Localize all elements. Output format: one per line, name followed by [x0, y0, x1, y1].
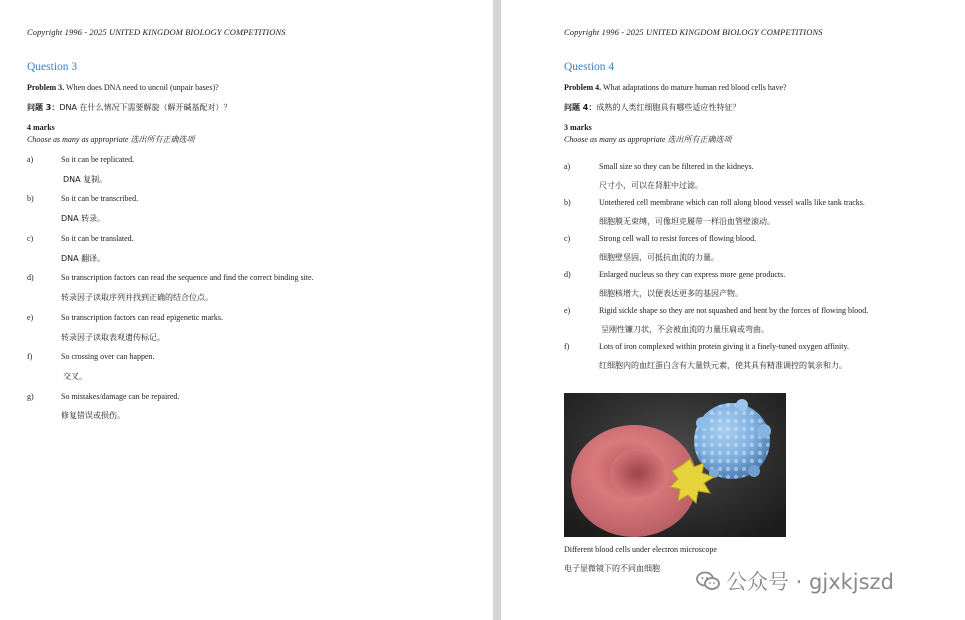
copyright-line: Copyright 1996 - 2025 UNITED KINGDOM BIOLOGY COMPETITIONS — [564, 27, 823, 37]
option-text-cn: DNA 转录。 — [61, 214, 106, 223]
choose-cn: 选出所有正确选项 — [130, 135, 195, 144]
watermark-text: 公众号 · gjxkjszd — [726, 570, 894, 594]
option-text-cn: 转录因子读取表观遗传标记。 — [61, 333, 165, 342]
option-text: So it can be translated. — [61, 234, 134, 243]
option-text: Strong cell wall to resist forces of flowing blood. — [599, 234, 757, 243]
option-text: So transcription factors can read epigenetic marks. — [61, 313, 223, 322]
choose-en: Choose as many as appropriate — [564, 135, 666, 144]
problem-label: Problem 4. — [564, 83, 602, 92]
problem-text: When does DNA need to uncoil (unpair bases)? — [66, 83, 219, 92]
option-text-cn: 细胞膜无束缚，可像坦克履带一样沿血管壁滚动。 — [599, 217, 775, 226]
question-title: Question 3 — [27, 61, 78, 73]
problem-statement — [27, 83, 219, 92]
option-letter: e) — [564, 306, 571, 315]
option-text-cn: DNA 复制。 — [63, 175, 108, 184]
option-letter: c) — [564, 234, 571, 243]
option-letter: a) — [27, 155, 34, 164]
problem-label: Problem 3. — [27, 83, 65, 92]
option-text: So mistakes/damage can be repaired. — [61, 392, 180, 401]
blood-cells-micrograph — [564, 393, 786, 537]
option-text-cn: DNA 翻译。 — [61, 254, 106, 263]
option-text: So transcription factors can read the sequence and find the correct binding site. — [61, 273, 314, 282]
wechat-watermark — [696, 566, 894, 596]
option-letter: d) — [27, 273, 34, 282]
option-letter: b) — [27, 194, 34, 203]
option-letter: g) — [27, 392, 34, 401]
option-text-cn: 红细胞内的血红蛋白含有大量铁元素，使其具有精准调控的氧亲和力。 — [599, 361, 847, 370]
option-text: Small size so they can be filtered in the kidneys. — [599, 162, 754, 171]
option-letter: d) — [564, 270, 571, 279]
problem-cn-text: 成熟的人类红细胞具有哪些适应性特征？ — [596, 103, 741, 112]
option-letter: f) — [564, 342, 570, 351]
option-text-cn: 修复错误或损伤。 — [61, 411, 125, 420]
option-text: Rigid sickle shape so they are not squashed and bent by the forces of flowing blood. — [599, 306, 869, 315]
problem-statement-cn — [27, 102, 232, 113]
option-text-cn: 细胞壁坚固，可抵抗血流的力量。 — [599, 253, 719, 262]
right-page — [501, 0, 965, 620]
marks-label: 4 marks — [27, 123, 55, 132]
option-letter: f) — [27, 352, 33, 361]
option-text: So it can be transcribed. — [61, 194, 139, 203]
figure-caption: Different blood cells under electron microscope — [564, 545, 717, 554]
wechat-icon — [696, 571, 720, 591]
red-blood-cell-dimple — [610, 449, 666, 497]
option-letter: b) — [564, 198, 571, 207]
problem-cn-text: DNA 在什么情况下需要解旋（解开碱基配对）？ — [59, 103, 232, 112]
choose-en: Choose as many as appropriate — [27, 135, 129, 144]
option-text: Enlarged nucleus so they can express more gene products. — [599, 270, 786, 279]
page-gutter — [493, 0, 501, 620]
option-text-cn: 细胞核增大，以便表达更多的基因产物。 — [599, 289, 743, 298]
blood-cells-illustration — [564, 393, 786, 537]
option-letter: a) — [564, 162, 571, 171]
choose-instruction — [564, 134, 731, 145]
option-letter: c) — [27, 234, 34, 243]
question-title: Question 4 — [564, 61, 615, 73]
problem-statement-cn — [564, 102, 740, 113]
copyright-line: Copyright 1996 - 2025 UNITED KINGDOM BIOLOGY COMPETITIONS — [27, 27, 286, 37]
option-text-cn: 转录因子读取序列并找到正确的结合位点。 — [61, 293, 213, 302]
problem-cn-label: 问题 4： — [564, 103, 597, 112]
option-text-cn: 交叉。 — [63, 372, 87, 381]
option-text: Lots of iron complexed within protein giving it a finely-tuned oxygen affinity. — [599, 342, 849, 351]
problem-statement — [564, 83, 787, 92]
choose-cn: 选出所有正确选项 — [667, 135, 732, 144]
figure-caption-cn: 电子显微镜下的不同血细胞 — [564, 564, 660, 573]
marks-label: 3 marks — [564, 123, 592, 132]
problem-text: What adaptations do mature human red blood cells have? — [603, 83, 787, 92]
option-text: Untethered cell membrane which can roll along blood vessel walls like tank tracks. — [599, 198, 865, 207]
option-text: So it can be replicated. — [61, 155, 135, 164]
option-text-cn: 尺寸小，可以在肾脏中过滤。 — [599, 181, 703, 190]
option-text: So crossing over can happen. — [61, 352, 155, 361]
problem-cn-label: 问题 3： — [27, 103, 60, 112]
choose-instruction — [27, 134, 194, 145]
option-text-cn: 呈刚性镰刀状，不会被血流的力量压扁或弯曲。 — [601, 325, 769, 334]
option-letter: e) — [27, 313, 34, 322]
